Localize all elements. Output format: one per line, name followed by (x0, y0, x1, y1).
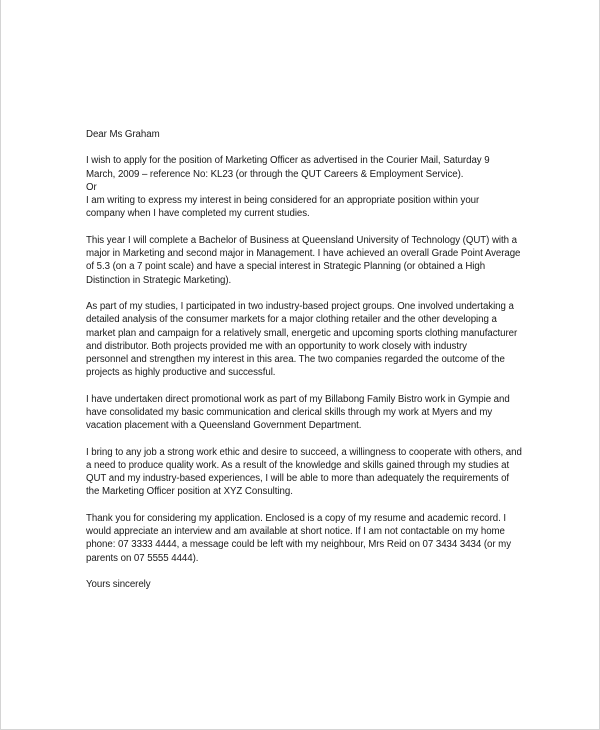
text-line: and distributor. Both projects provided me with an opportunity to work closely with industry (86, 340, 467, 352)
experience-paragraph (86, 393, 522, 433)
text-line: market plan and campaign for a relatively small, energetic and upcoming sports clothing manufacturer (86, 327, 518, 339)
text-line: a need to produce quality work. As a result of the knowledge and skills gained through my studies at (86, 459, 510, 471)
text-line: have consolidated my basic communication and clerical skills through my work at Myers and my (86, 406, 493, 418)
text-line: vacation placement with a Queensland Government Department. (86, 420, 362, 432)
text-line: major in Marketing and second major in Management. I have achieved an overall Grade Point Average (86, 248, 521, 260)
text-line: I have undertaken direct promotional work as part of my Billabong Family Bistro work in Gympie and (86, 393, 510, 405)
closing-paragraph (86, 512, 522, 565)
text-line: Yours sincerely (86, 578, 151, 590)
text-line: QUT and my industry-based experiences, I will be able to more than adequately the requirements of (86, 473, 510, 485)
text-line: would appreciate an interview and am available at short notice. If I am not contactable on my home (86, 526, 505, 538)
projects-paragraph (86, 300, 522, 379)
text-line: of 5.3 (on a 7 point scale) and have a special interest in Strategic Planning (or obtained a High (86, 261, 486, 273)
text-line: I am writing to express my interest in being considered for an appropriate position within your (86, 195, 480, 207)
text-line: personnel and strengthen my interest in this area. The two companies regarded the outcome of the (86, 353, 505, 365)
text-line: I bring to any job a strong work ethic and desire to succeed, a willingness to cooperate with others, and (86, 446, 522, 458)
text-line: As part of my studies, I participated in two industry-based project groups. One involved undertaking a (86, 301, 514, 313)
qualities-paragraph (86, 446, 522, 499)
text-line: company when I have completed my current studies. (86, 208, 310, 220)
text-line: I wish to apply for the position of Marketing Officer as advertised in the Courier Mail, Saturday 9 (86, 155, 490, 167)
text-line: projects as highly productive and successful. (86, 367, 276, 379)
text-line: parents on 07 5555 4444). (86, 552, 199, 564)
cover-letter-body (86, 128, 522, 604)
salutation (86, 128, 522, 141)
education-paragraph (86, 234, 522, 287)
text-line: the Marketing Officer position at XYZ Consulting. (86, 486, 293, 498)
opening-paragraph (86, 154, 522, 220)
sign-off (86, 578, 522, 591)
text-line: Dear Ms Graham (86, 129, 160, 140)
text-line: This year I will complete a Bachelor of Business at Queensland University of Technology (QUT) with a (86, 234, 517, 246)
text-line: March, 2009 – reference No: KL23 (or through the QUT Careers & Employment Service). (86, 168, 464, 180)
text-line: Thank you for considering my application. Enclosed is a copy of my resume and academic record. I (86, 512, 507, 524)
text-line: detailed analysis of the consumer markets for a major clothing retailer and the other developing a (86, 314, 497, 326)
text-line: phone: 07 3333 4444, a message could be left with my neighbour, Mrs Reid on 07 3434 3434 (or my (86, 539, 512, 551)
text-line: Or (86, 181, 97, 193)
text-line: Distinction in Strategic Marketing). (86, 274, 232, 286)
